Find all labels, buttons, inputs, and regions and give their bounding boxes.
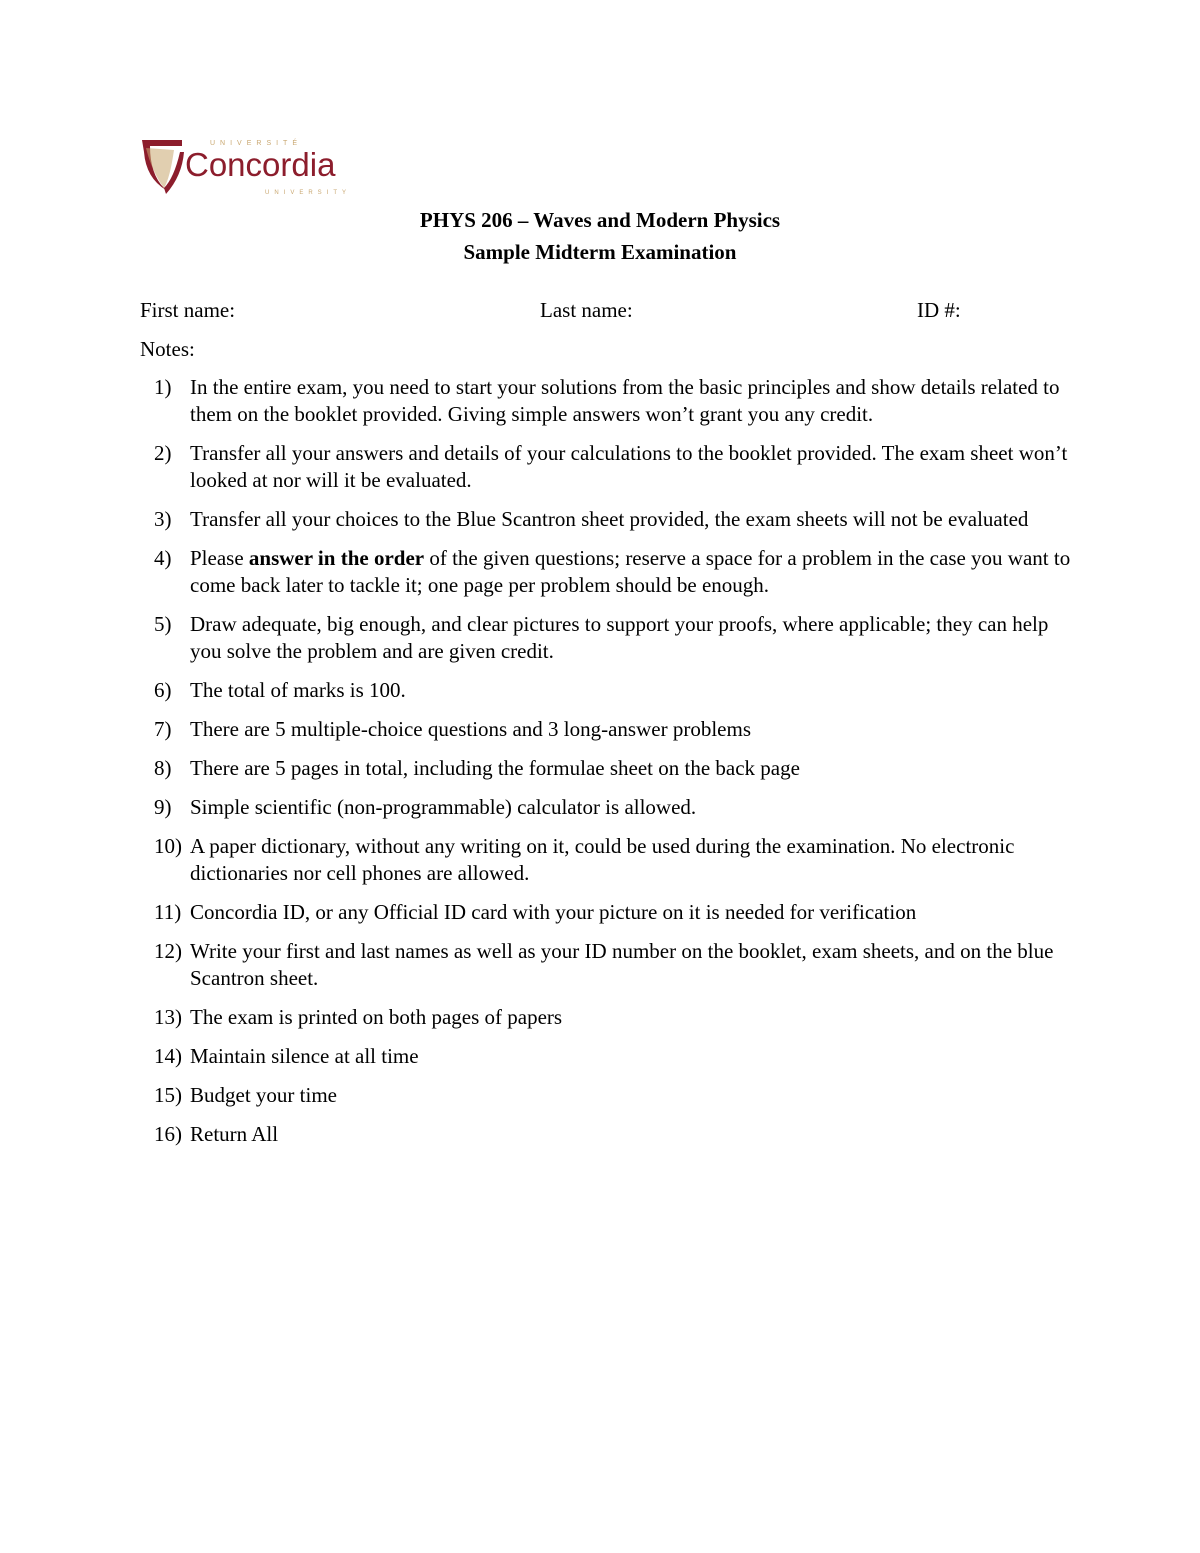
exam-header (0, 204, 1200, 268)
note-number: 14) (154, 1044, 182, 1068)
note-number: 2) (154, 441, 172, 465)
course-title: PHYS 206 – Waves and Modern Physics (419, 208, 781, 232)
note-number: 11) (154, 900, 182, 924)
note-number: 16) (154, 1122, 182, 1146)
note-item (140, 506, 1075, 533)
note-number: 6) (154, 678, 172, 702)
first-name-label: First name: (140, 298, 236, 322)
note-item (140, 938, 1075, 992)
note-item (140, 716, 1075, 743)
note-text: Transfer all your choices to the Blue Scantron sheet provided, the exam sheets will not be evaluated (190, 507, 1029, 531)
note-text: Maintain silence at all time (190, 1044, 419, 1068)
note-item (140, 899, 1075, 926)
note-text: Budget your time (190, 1083, 337, 1107)
note-number: 8) (154, 756, 172, 780)
note-item (140, 794, 1075, 821)
note-number: 4) (154, 546, 172, 570)
note-item (140, 545, 1075, 599)
exam-title: Sample Midterm Examination (463, 240, 737, 264)
note-number: 7) (154, 717, 172, 741)
note-text: Simple scientific (non-programmable) calculator is allowed. (190, 795, 697, 819)
notes-heading: Notes: (140, 337, 195, 361)
note-item (140, 1043, 1075, 1070)
note-item (140, 755, 1075, 782)
note-number: 15) (154, 1083, 182, 1107)
note-number: 10) (154, 834, 182, 858)
notes-list (140, 374, 1075, 1160)
note-item (140, 1004, 1075, 1031)
note-item (140, 677, 1075, 704)
note-number: 12) (154, 939, 182, 963)
note-number: 3) (154, 507, 172, 531)
last-name-label: Last name: (540, 298, 633, 322)
note-item (140, 440, 1075, 494)
note-text: Write your first and last names as well as your ID number on the booklet, exam sheets, and on the blue Scantron sheet. (190, 939, 1054, 990)
note-text: There are 5 multiple-choice questions and 3 long-answer problems (190, 717, 751, 741)
note-text: The exam is printed on both pages of papers (190, 1005, 563, 1029)
note-number: 1) (154, 375, 172, 399)
note-number: 9) (154, 795, 172, 819)
id-label: ID #: (917, 298, 961, 322)
note-text: A paper dictionary, without any writing on it, could be used during the examination. No electronic dictionaries nor cell phones are allowed. (190, 834, 1015, 885)
student-info-row (0, 298, 1200, 328)
note-text: In the entire exam, you need to start your solutions from the basic principles and show details related to them on the booklet provided. Giving simple answers won’t grant you any credit. (190, 375, 1060, 426)
concordia-logo (140, 138, 380, 202)
emphasis-text: answer in the order (248, 546, 425, 570)
note-item (140, 611, 1075, 665)
note-item (140, 1082, 1075, 1109)
note-text: Please answer in the order of the given questions; reserve a space for a problem in the case you want to come back later to tackle it; one page per problem should be enough. (190, 546, 1071, 597)
svg-text:Concordia: Concordia (185, 146, 336, 183)
svg-text:UNIVERSITY: UNIVERSITY (265, 190, 352, 196)
note-item (140, 833, 1075, 887)
note-item (140, 374, 1075, 428)
note-text: Concordia ID, or any Official ID card with your picture on it is needed for verification (190, 900, 917, 924)
note-text: Draw adequate, big enough, and clear pictures to support your proofs, where applicable; they can help you solve the problem and are given credit. (190, 612, 1049, 663)
note-item (140, 1121, 1075, 1148)
note-text: There are 5 pages in total, including the formulae sheet on the back page (190, 756, 800, 780)
note-number: 13) (154, 1005, 182, 1029)
note-text: The total of marks is 100. (190, 678, 406, 702)
note-text: Return All (190, 1122, 279, 1146)
note-text: Transfer all your answers and details of your calculations to the booklet provided. The exam sheet won’t looked at nor will it be evaluated. (190, 441, 1068, 492)
note-number: 5) (154, 612, 172, 636)
svg-text:UNIVERSITÉ: UNIVERSITÉ (210, 140, 303, 147)
